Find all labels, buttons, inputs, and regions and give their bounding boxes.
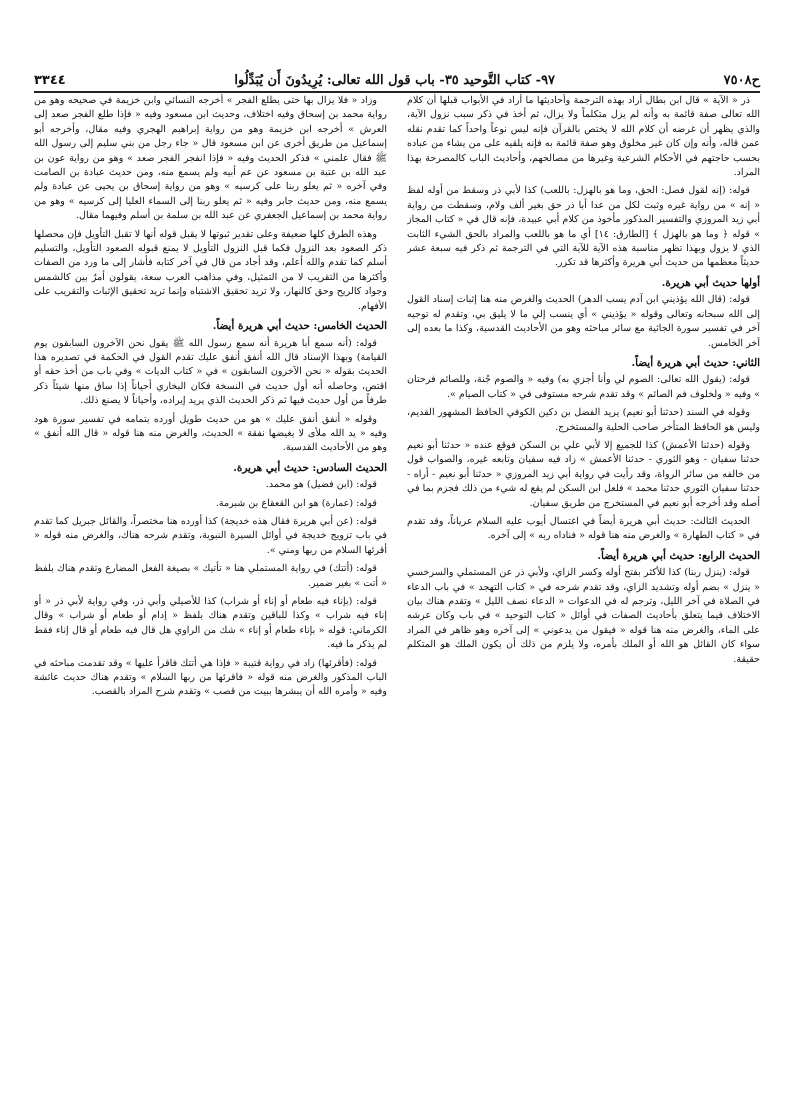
paragraph: قوله: (إنه لقول فصل: الحق، وما هو بالهزل: باللعب) كذا لأبي ذر وسقط من أوله لفظ « إنه » من رواية غيره وثبت لكل من عدا أبا ذر حق بغير ألف ولام، وسقطت من رواية أبي زيد المروزي والتفسير المذكور مأخوذ من كلام أبي عبيدة، فإنه قال في « كتاب المجاز » قوله ﴿ وما هو بالهزل ﴾ [الطارق: ١٤] أي ما هو باللعب والمراد بالحق الشيء الثابت الذي لا يزول وبهذا تظهر مناسبة هذه الآية للآية التي في الترجمة ثم ذكر فيه سبعة عشر حديثاً معظمها من حديث أبي هريرة وأكثرها قد تكرر. (407, 185, 760, 269)
running-title: ٩٧- كتاب التَّوحيد ٣٥- باب قول الله تعالى: يُرِيدُونَ أَن يُبَدِّلُوا (234, 73, 556, 88)
page-header (34, 62, 760, 93)
left-column (34, 94, 387, 1103)
right-column (407, 94, 760, 1103)
paragraph: وقوله (حدثنا الأعمش) كذا للجميع إلا لأبي علي بن السكن فوقع عنده « حدثنا أبو نعيم حدثنا سفيان - وهو الثوري - حدثنا الأعمش » زاد فيه سفيان وتابعه غيره، والصواب قول من خالفه من سائر الرواة، وقد رأيت في رواية أبي زيد المروزي « حدثنا أبو نعيم - أراه - حدثنا سفيان الثوري حدثنا محمد » فلعل ابن السكن لم يقع له شيء من ذلك فجزم بما في أصله وقد أخرجه أبو نعيم في المستخرج من طريق سفيان. (407, 439, 760, 509)
paragraph: قوله: (فأقرئها) زاد في رواية قتيبة « فإذا هي أتتك فاقرأ عليها » وقد تقدمت مباحثه في الباب المذكور والغرض منه قوله « فاقرئها من ربها السلام » وتقدم هناك حديث عائشة وفيه « وأمره الله أن يبشرها ببيت من قصب » وتقدم شرح المراد بالقصب. (34, 657, 387, 698)
text-columns (34, 94, 760, 1103)
paragraph: قوله: (أتتك) في رواية المستملي هنا « تأتيك » بصيغة الفعل المضارع وتقدم هناك بلفظ « أتت » بغير ضمير. (34, 563, 387, 589)
paragraph: قوله: (بإناء فيه طعام أو إناء أو شراب) كذا للأصيلي وأبي ذر، وفي رواية لأبي ذر « أو إناء فيه شراب » وكذا للباقين وتقدم هناك بلفظ « إدام أو طعام أو شراب » وقال الكرماني: قوله « بإناء طعام أو إناء » شك من الراوي هل قال فيه طعام أو قال إناء فقط لم يذكر ما فيه. (34, 596, 387, 651)
paragraph: ذر « الآية » قال ابن بطال أراد بهذه الترجمة وأحاديثها ما أراد في الأبواب قبلها أن كلام الله تعالى صفة قائمة به وأنه لم يزل متكلماً ولا يزال، ثم أخذ في ذكر سبب نزول الآية، والذي يظهر أن غرضه أن كلام الله لا يختص بالقرآن فإنه ليس نوعاً واحداً كما تقدم نقله عمن قاله، وأنه وإن كان غير مخلوق وهو صفة قائمة به فإنه يلقيه على من يشاء من عباده بحسب حاجتهم في الأحكام الشرعية وغيرها من مصالحهم، وأحاديث الباب كالمصرحة بهذا المراد. (407, 95, 760, 179)
paragraph: الحديث الثالث: حديث أبي هريرة أيضاً في اغتسال أيوب عليه السلام عرياناً، وقد تقدم في « كتاب الطهارة » والغرض منه هنا قوله « فناداه ربه » إلى آخره. (407, 515, 760, 542)
paragraph: قوله: (عن أبي هريرة فقال هذه خديجة) كذا أورده هنا مختصراً، والقائل جبريل كما تقدم في باب تزويج خديجة في أوائل السيرة النبوية، وتقدم شرحه هناك، والغرض منه قوله « أقرئها السلام من ربها ومني ». (34, 515, 387, 556)
paragraph: قوله: (ابن فضيل) هو محمد. (265, 479, 377, 491)
page-number: ٣٣٤٤ (34, 73, 66, 88)
paragraph: وقوله « أنفق أنفق عليك » هو من حديث طويل أورده بتمامه في تفسير سورة هود وفيه « يد الله ملأى لا يغيضها نفقة » الحديث، والغرض منه هنا قوله « قال الله أنفق » وهو من الأحاديث القدسية. (34, 413, 387, 454)
paragraph: قوله: (أنه سمع أبا هريرة أنه سمع رسول الله ﷺ يقول نحن الآخرون السابقون يوم القيامة) وبهذا الإسناد قال الله أنفق أنفق عليك تقدم القول في الحكمة في تصديره هذا الحديث بقوله « نحن الآخرون السابقون » في « كتاب الديات » وفي باب من أخذ حقه أو اقتص، وحاصله أنه أول حديث في النسخة فكان البخاري أحياناً إذا ساق منها شيئاً ذكر طرفاً من أول حديث فيها ثم ذكر الحديث الذي يريد إيراده، وأحياناً لا يصنع ذلك. (34, 337, 387, 407)
paragraph: أولها حديث أبي هريرة. (661, 276, 760, 289)
paragraph: وقوله في السند (حدثنا أبو نعيم) يريد الفضل بن دكين الكوفي الحافظ المشهور القديم، وليس هو الحافظ المتأخر صاحب الحلية والمستخرج. (407, 407, 760, 433)
paragraph: قوله: (قال الله يؤذيني ابن آدم يسب الدهر) الحديث والغرض منه هنا إثبات إسناد القول إلى الله سبحانه وتعالى وقوله « يؤذيني » أي ينسب إلي ما لا يليق بي، وتقدم له توجيه آخر في تفسير سورة الجاثية مع سائر مباحثه وهو من الأحاديث القدسية، وكذا ما بعده إلى آخر الخامس. (407, 294, 760, 349)
paragraph: الحديث السادس: حديث أبي هريرة. (233, 461, 387, 474)
paragraph: الحديث الرابع: حديث أبي هريرة أيضاً. (597, 549, 760, 562)
paragraph: قوله: (ينزل ربنا) كذا للأكثر بفتح أوله وكسر الزاي، ولأبي ذر عن المستملي والسرخسي « ينزل » بضم أوله وتشديد الزاي، وقد تقدم شرحه في « كتاب التهجد » في باب الدعاء في الصلاة في آخر الليل، وترجم له في الدعوات « الدعاء نصف الليل » وتقدم هناك بيان الاختلاف فيما يتعلق بأحاديث الصفات في أوائل « كتاب التوحيد » في باب وكان عرشه على الماء، والغرض منه هنا قوله « فيقول من يدعوني » إلى آخره وهو ظاهر في المراد سواء كان القائل هو الله أو الملك بأمره، ولا يلزم من ذلك أن يكون الملك هو المتكلم حقيقة. (407, 567, 760, 665)
paragraph: وهذه الطرق كلها ضعيفة وعلى تقدير ثبوتها لا يقبل قوله أنها لا تقبل التأويل فإن محصلها ذكر الصعود بعد النزول فكما قبل النزول التأويل لا يمنع قبوله الصعود التأويل، والتسليم أسلم كما تقدم والله أعلم، وقد أجاد من قال في آخر كتابه فأشار إلى ما ورد من الصفات وأكثرها من التقريب لا من التمثيل، وفي مذاهب العرب سعة، يقولون أمرٌ بين كالشمس وجواد كالريح وحق كالنهار، ولا تريد تحقيق الاشتباه وإنما تريد تحقيق الإثبات والتقريب على الأفهام. (34, 228, 387, 312)
paragraph: قوله: (يقول الله تعالى: الصوم لي وأنا أجزي به) وفيه « والصوم جُنة، وللصائم فرحتان » وفيه « ولخلوف فم الصائم » وقد تقدم شرحه مستوفى في « كتاب الصيام ». (407, 374, 760, 400)
paragraph: الثاني: حديث أبي هريرة أيضاً. (631, 356, 760, 369)
paragraph: وزاد « فلا يزال بها حتى يطلع الفجر » أخرجه النسائي وابن خزيمة في صحيحه وهو من رواية محمد بن إسحاق وفيه اختلاف، وحديث ابن مسعود وفيه « فإذا طلع الفجر صعد إلى العرش » أخرجه ابن خزيمة وهو من رواية إبراهيم الهجري وفيه مقال، وأخرجه أبو إسماعيل من طريق أخرى عن ابن مسعود قال « جاء رجل من بني سليم إلى رسول الله ﷺ فقال علمني » فذكر الحديث وفيه « فإذا انفجر الفجر صعد » وهو من رواية عون بن عبد الله بن عتبة بن مسعود عن عم أبيه ولم يسمع منه، ومن حديث عبادة بن الصامت وفي آخره « ثم يعلو ربنا على كرسيه » وهو من رواية إسحاق بن يحيى عن عبادة ولم يسمع منه، ومن حديث جابر وفيه « ثم يعلو ربنا إلى السماء العليا إلى كرسيه » وهو من رواية محمد بن إسماعيل الجعفري عن عبد الله بن سلمة بن أسلم وفيهما مقال. (34, 95, 387, 222)
hadith-number: ح٧٥٠٨ (723, 73, 760, 88)
paragraph: قوله: (عمارة) هو ابن القعقاع بن شبرمة. (215, 497, 377, 509)
paragraph: الحديث الخامس: حديث أبي هريرة أيضاً. (212, 320, 387, 333)
